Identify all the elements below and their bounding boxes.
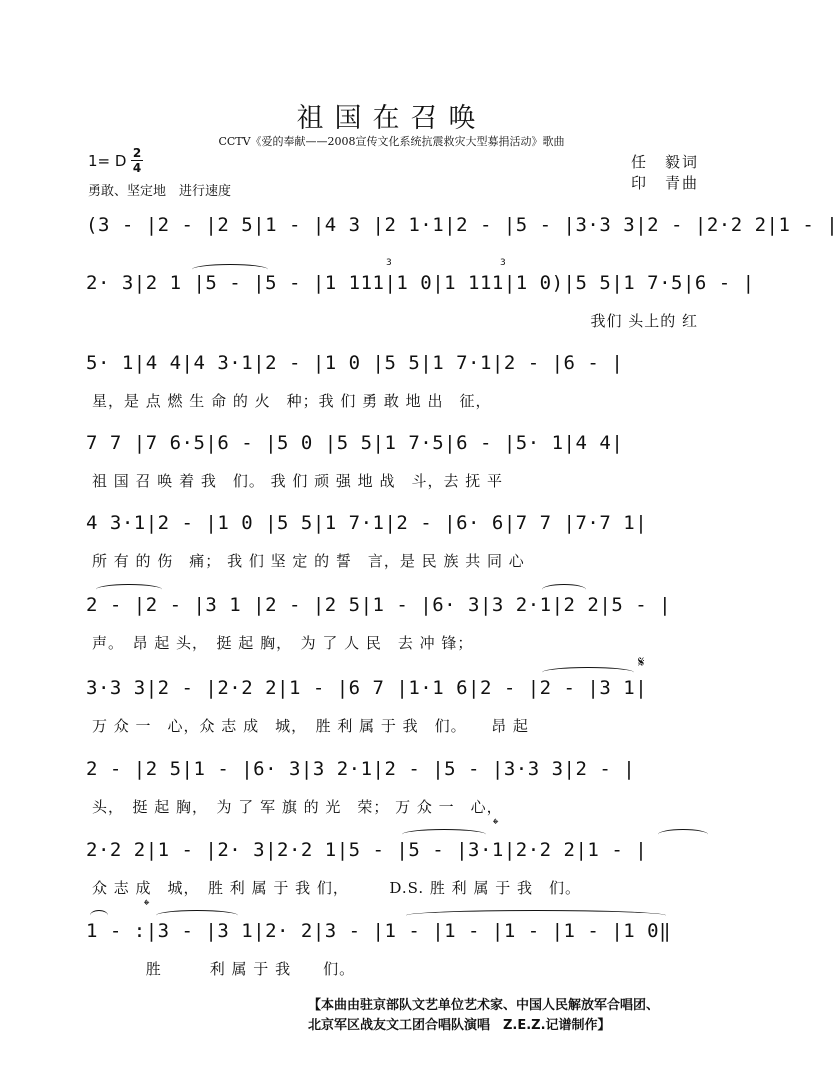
notation-line: 2· 3|2 1 |5 - |5 - |1 111|1 0|1 111|1 0)|5 5|1 7·5|6 - | bbox=[86, 272, 755, 294]
notation-line: 1 - :|3 - |3 1|2· 2|3 - |1 - |1 - |1 - |1 - |1 0‖ bbox=[86, 920, 672, 942]
coda-sign: 𝄌 bbox=[144, 896, 150, 914]
notation-line: 2·2 2|1 - |2· 3|2·2 1|5 - |5 - |3·1|2·2 2|1 - | bbox=[86, 839, 648, 861]
lyrics-line: 我们 头上的 红 bbox=[590, 312, 698, 330]
lyrics-line: 众 志 成 城， 胜 利 属 于 我 们， D.S. 胜 利 属 于 我 们。 bbox=[92, 879, 581, 897]
notation-line: 4 3·1|2 - |1 0 |5 5|1 7·1|2 - |6· 6|7 7 |7·7 1| bbox=[86, 512, 648, 534]
composer-credit: 印 青曲 bbox=[630, 174, 699, 192]
time-signature-bottom: 4 bbox=[132, 161, 142, 175]
time-signature-top: 2 bbox=[132, 146, 142, 160]
footnote-line-1: 【本曲由驻京部队文艺单位艺术家、中国人民解放军合唱团、 bbox=[308, 998, 660, 1013]
key-signature: 1= D bbox=[88, 152, 127, 170]
notation-line: (3 - |2 - |2 5|1 - |4 3 |2 1·1|2 - |5 - |3·3 3|2 - |2·2 2|1 - | bbox=[86, 214, 838, 236]
notation-line: 3·3 3|2 - |2·2 2|1 - |6 7 |1·1 6|2 - |2 - |3 1| bbox=[86, 677, 648, 699]
lyrics-line: 胜 利 属 于 我 们。 bbox=[92, 960, 356, 978]
lyrics-line: 声。 昂 起 头， 挺 起 胸， 为 了 人 民 去 冲 锋； bbox=[92, 634, 474, 652]
lyrics-line: 万 众 一 心，众 志 成 城， 胜 利 属 于 我 们。 昂 起 bbox=[92, 717, 529, 735]
coda-sign: 𝄌 bbox=[493, 815, 499, 833]
triplet-mark: 3 bbox=[500, 258, 506, 268]
notation-line: 2 - |2 5|1 - |6· 3|3 2·1|2 - |5 - |3·3 3|2 - | bbox=[86, 758, 636, 780]
performance-credit-note bbox=[308, 996, 708, 1036]
footnote-line-2: 北京军区战友文工团合唱队演唱 Z.E.Z.记谱制作】 bbox=[308, 1018, 611, 1033]
lyrics-line: 所 有 的 伤 痛； 我 们 坚 定 的 誓 言，是 民 族 共 同 心 bbox=[92, 552, 525, 570]
time-signature bbox=[131, 147, 143, 174]
lyrics-line: 头， 挺 起 胸， 为 了 军 旗 的 光 荣； 万 众 一 心， bbox=[92, 798, 503, 816]
lyricist-credit: 任 毅词 bbox=[630, 153, 699, 171]
lyrics-line: 祖 国 召 唤 着 我 们。 我 们 顽 强 地 战 斗，去 抚 平 bbox=[92, 472, 503, 490]
notation-line: 5· 1|4 4|4 3·1|2 - |1 0 |5 5|1 7·1|2 - |6 - | bbox=[86, 352, 624, 374]
notation-line: 7 7 |7 6·5|6 - |5 0 |5 5|1 7·5|6 - |5· 1|4 4| bbox=[86, 432, 624, 454]
song-title: 祖国在召唤 bbox=[296, 103, 487, 134]
lyrics-line: 星，是 点 燃 生 命 的 火 种；我 们 勇 敢 地 出 征， bbox=[92, 392, 492, 410]
notation-line: 2 - |2 - |3 1 |2 - |2 5|1 - |6· 3|3 2·1|2 2|5 - | bbox=[86, 594, 672, 616]
segno-sign: 𝄋 bbox=[638, 653, 645, 671]
triplet-mark: 3 bbox=[386, 258, 392, 268]
song-subtitle: CCTV《爱的奉献——2008宣传文化系统抗震救灾大型募捐活动》歌曲 bbox=[218, 135, 565, 148]
tempo-marking: 勇敢、坚定地 进行速度 bbox=[88, 184, 232, 199]
